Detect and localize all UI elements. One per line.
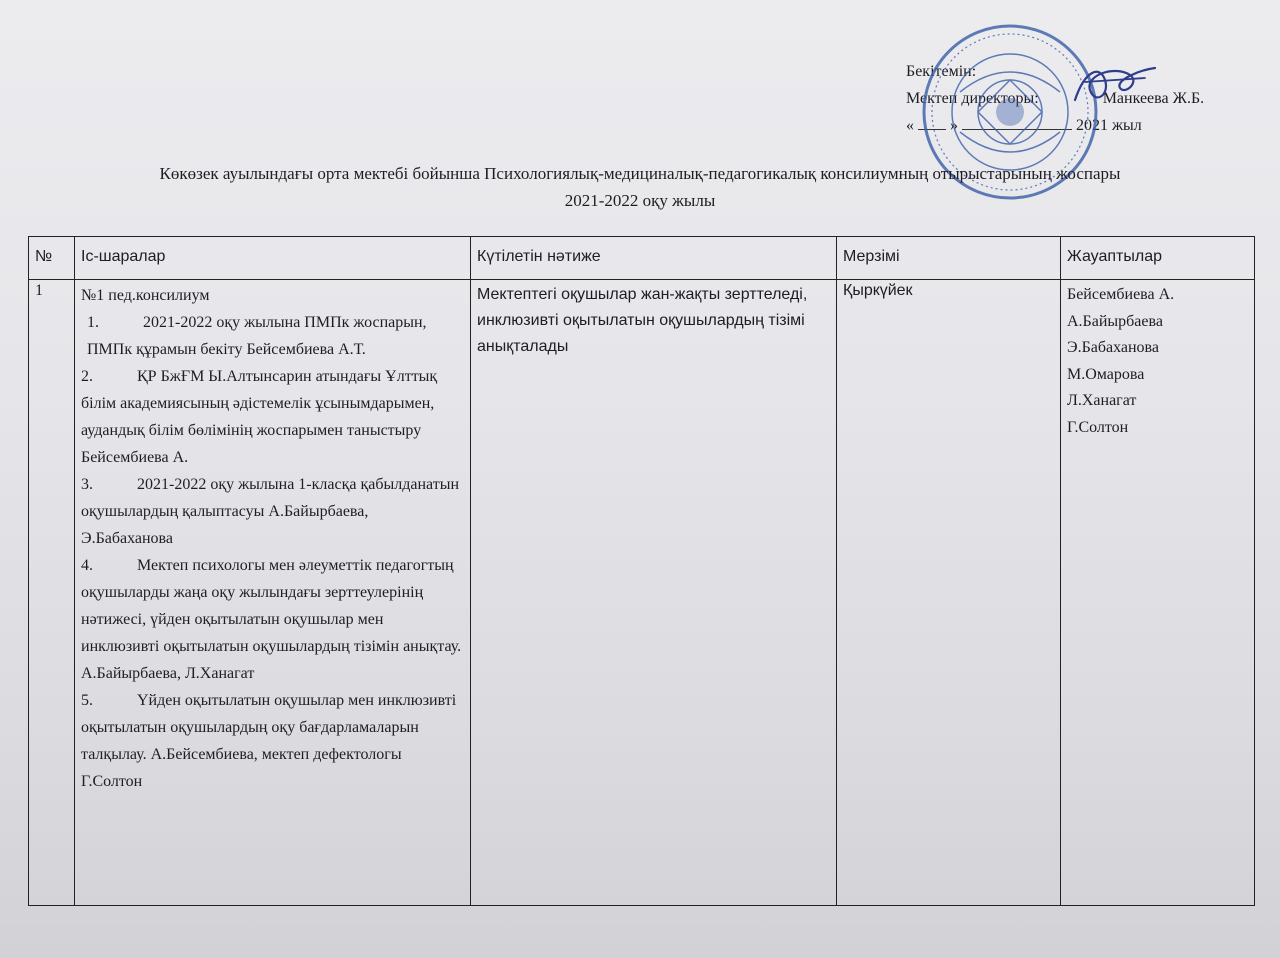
header-number: № [29,237,75,280]
expected-result-cell: Мектептегі оқушылар жан-жақты зерттеледі, инклюзивті оқытылатын оқушылардың тізімі анықталады [471,280,837,906]
event-item: 2. ҚР БжҒМ Ы.Алтынсарин атындағы Ұлттық білім академиясының әдістемелік ұсынымдарымен, аудандық білім бөлімінің жоспарымен таныстыру Бейсембиева А. [81,368,438,466]
date-year: 2021 жыл [1076,117,1142,134]
event-item: 4. Мектеп психологы мен әлеуметтік педагогтың оқушыларды жаңа оқу жылындағы зерттеулерінің нәтижесі, үйден оқытылатын оқушылар мен инклюзивті оқытылатын оқушылардың тізімін анықтау. А.Байырбаева, Л.Ханагат [81,557,462,682]
title-line-2: 2021-2022 оқу жылы [564,191,716,210]
responsible-person: Л.Ханагат [1067,392,1137,409]
date-quote-open: « [906,117,914,134]
approval-title: Бекітемін: [906,63,977,80]
responsible-person: М.Омарова [1067,365,1145,383]
header-expected-result: Күтілетін нәтиже [471,237,837,280]
row-number: 1 [29,280,75,906]
term-cell: Қыркүйек [837,280,1061,906]
event-item: 5. Үйден оқытылатын оқушылар мен инклюзивті оқытылатын оқушылардың оқу бағдарламаларын талқылау. А.Бейсембиева, мектеп дефектологы Г.Солтон [81,692,457,790]
responsible-cell [1061,280,1255,906]
table-header-row [29,237,1255,280]
event-item: 1. 2021-2022 оқу жылына ПМПк жоспарын, ПМПк құрамын бекіту Бейсембиева А.Т. [87,314,427,358]
responsible-person: Г.Солтон [1067,418,1129,436]
header-term: Мерзімі [837,237,1061,280]
table-row [29,280,1255,906]
header-events: Іс-шаралар [75,237,471,280]
director-label: Мектеп директоры: [906,90,1039,107]
director-signature-icon [1055,60,1165,110]
responsible-person: Бейсембиева А. [1067,286,1175,303]
event-item: 3. 2021-2022 оқу жылына 1-класқа қабылданатын оқушылардың қалыптасуы А.Байырбаева, Э.Бабаханова [81,476,460,547]
responsible-person: А.Байырбаева [1067,312,1163,330]
header-responsible: Жауаптылар [1061,237,1255,280]
title-line-1: Көкөзек ауылындағы орта мектебі бойынша Психологиялық-медициналық-педагогикалық консилиумның отырыстарының жоспары [159,164,1121,183]
document-title [0,160,1280,214]
consilium-heading: №1 пед.консилиум [81,287,210,304]
date-quote-close: » [950,117,958,134]
events-cell [75,280,471,906]
plan-table [28,236,1255,906]
responsible-person: Э.Бабаханова [1067,339,1159,356]
director-name: Манкеева Ж.Б. [1102,90,1205,107]
